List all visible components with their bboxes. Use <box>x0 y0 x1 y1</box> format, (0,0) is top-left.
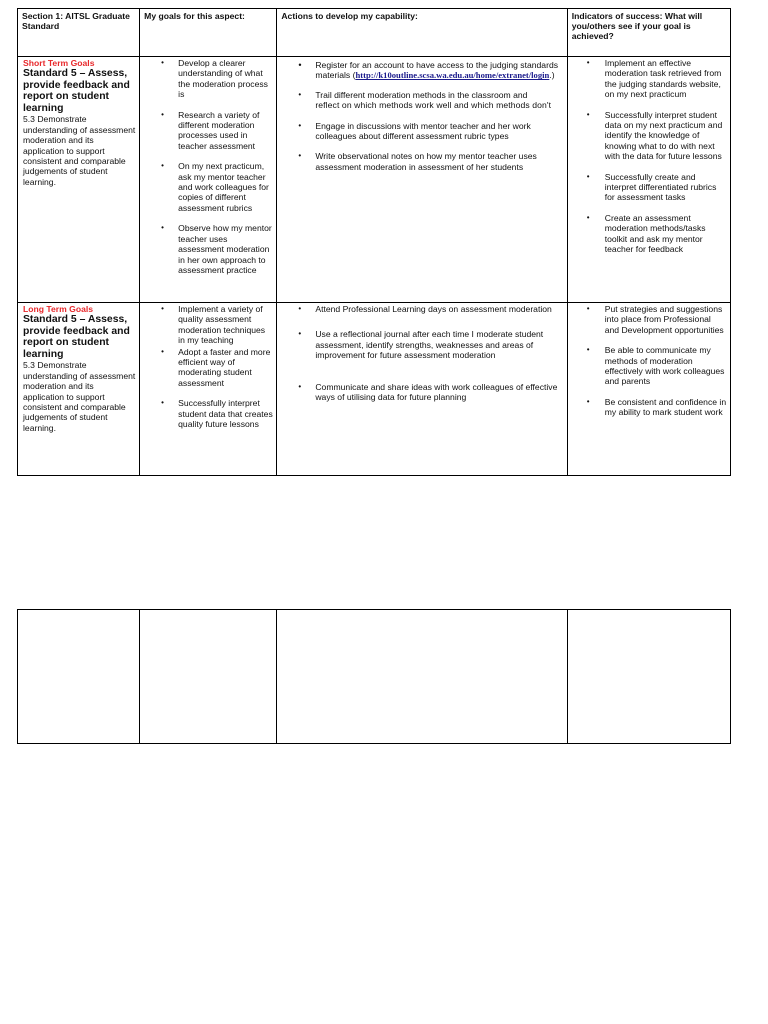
blank-cell <box>18 610 140 744</box>
goal-item: • Successfully interpret student data that creates quality future lessons <box>161 398 273 430</box>
standard-text: 5.3 Demonstrate understanding of assessment moderation and its application to support consistent and comparable judgements of student learning. <box>23 114 136 187</box>
blank-row <box>18 610 731 744</box>
bullet-icon: • <box>586 304 590 313</box>
indicator-item: • Be able to communicate my methods of moderation effectively with work colleagues and parents <box>586 345 725 387</box>
standard-text: 5.3 Demonstrate understanding of assessment moderation and its application to support consistent and comparable judgements of student learning. <box>23 360 136 433</box>
short-term-goals-cell <box>140 57 277 303</box>
action-item: • Attend Professional Learning days on assessment moderation <box>298 304 552 314</box>
short-term-row <box>18 57 731 303</box>
bullet-icon: • <box>298 60 302 70</box>
action-item: • Trail different moderation methods in the classroom and reflect on which methods work well and which methods don't <box>298 89 552 111</box>
goals-table <box>17 8 731 476</box>
indicator-item: • Create an assessment moderation methods/tasks toolkit and ask my mentor teacher for feedback <box>586 212 706 255</box>
bullet-icon: • <box>298 120 302 130</box>
goal-item: • Adopt a faster and more efficient way of moderating student assessment <box>161 346 271 388</box>
blank-table <box>17 609 731 744</box>
goal-item: • Implement a variety of quality assessment moderation techniques in my teaching <box>161 304 266 346</box>
goal-item: • Develop a clearer understanding of what the moderation process is <box>161 58 268 100</box>
long-term-actions-cell <box>277 303 567 476</box>
bullet-icon: • <box>586 212 590 222</box>
standard-title: Standard 5 – Assess, provide feedback and report on student learning <box>23 314 130 360</box>
goal-item: • On my next practicum, ask my mentor teacher and work colleagues for copies of different assessment rubrics <box>161 161 269 213</box>
action-item: • Use a reflectional journal after each time I moderate student assessment, identify strengths, weaknesses and areas of improvement for future assessment moderation <box>298 329 544 361</box>
blank-cell <box>140 610 277 744</box>
short-term-standard-cell <box>18 57 140 303</box>
bullet-icon: • <box>586 109 590 119</box>
long-term-standard-cell <box>18 303 140 476</box>
goal-item: • Observe how my mentor teacher uses assessment moderation in her own approach to assessment practice <box>161 223 272 275</box>
bullet-icon: • <box>298 304 302 313</box>
bullet-icon: • <box>161 161 164 171</box>
short-term-actions-cell <box>277 57 567 303</box>
goal-item: • Research a variety of different moderation processes used in teacher assessment <box>161 109 260 151</box>
long-term-indicators-cell <box>567 303 730 476</box>
indicator-item: • Successfully create and interpret differentiated rubrics for assessment tasks <box>586 171 717 203</box>
bullet-icon: • <box>586 345 590 355</box>
blank-cell <box>277 610 567 744</box>
action-item: • Engage in discussions with mentor teacher and her work colleagues about different assessment rubric types <box>298 120 531 142</box>
action-item: • Communicate and share ideas with work colleagues of effective ways of utilising data for future planning <box>298 381 558 403</box>
header-standard: Section 1: AITSL Graduate Standard <box>18 9 140 57</box>
bullet-icon: • <box>586 58 590 67</box>
short-term-indicators-cell <box>567 57 730 303</box>
header-goals: My goals for this aspect: <box>140 9 277 57</box>
bullet-icon: • <box>586 396 590 406</box>
bullet-icon: • <box>586 171 590 181</box>
bullet-icon: • <box>161 346 164 356</box>
indicator-item: • Be consistent and confidence in my ability to mark student work <box>586 396 727 418</box>
action-item: • Register for an account to have access to the judging standards materials (http://k10outline.scsa.wa.edu.au/home/extranet/login.) <box>298 60 559 81</box>
bullet-icon: • <box>161 58 164 67</box>
bullet-icon: • <box>298 89 302 99</box>
long-term-goals-cell <box>140 303 277 476</box>
bullet-icon: • <box>161 304 164 313</box>
action-item: • Write observational notes on how my mentor teacher uses assessment moderation in assessment of her students <box>298 151 537 172</box>
bullet-icon: • <box>161 223 164 233</box>
indicator-item: • Successfully interpret student data on my next practicum and identify the knowledge of knowing what to do with next with the data for future lessons <box>586 109 723 162</box>
blank-cell <box>567 610 730 744</box>
indicator-item: • Put strategies and suggestions into place from Professional and Development opportunities <box>586 304 724 335</box>
header-indicators: Indicators of success: What will you/others see if your goal is achieved? <box>567 9 730 57</box>
bullet-icon: • <box>298 151 302 161</box>
indicator-item: • Implement an effective moderation task retrieved from the judging standards website, on my next practicum <box>586 58 722 100</box>
long-term-row <box>18 303 731 476</box>
bullet-icon: • <box>298 329 302 339</box>
bullet-icon: • <box>298 381 302 391</box>
bullet-icon: • <box>161 398 164 408</box>
long-term-goals-label: Long Term Goals <box>23 304 94 314</box>
header-row <box>18 9 731 57</box>
standard-title: Standard 5 – Assess, provide feedback and report on student learning <box>23 68 130 114</box>
judging-standards-link[interactable]: http://k10outline.scsa.wa.edu.au/home/extranet/login <box>355 70 550 81</box>
bullet-icon: • <box>161 109 164 119</box>
header-actions: Actions to develop my capability: <box>277 9 567 57</box>
short-term-goals-label: Short Term Goals <box>23 58 95 68</box>
